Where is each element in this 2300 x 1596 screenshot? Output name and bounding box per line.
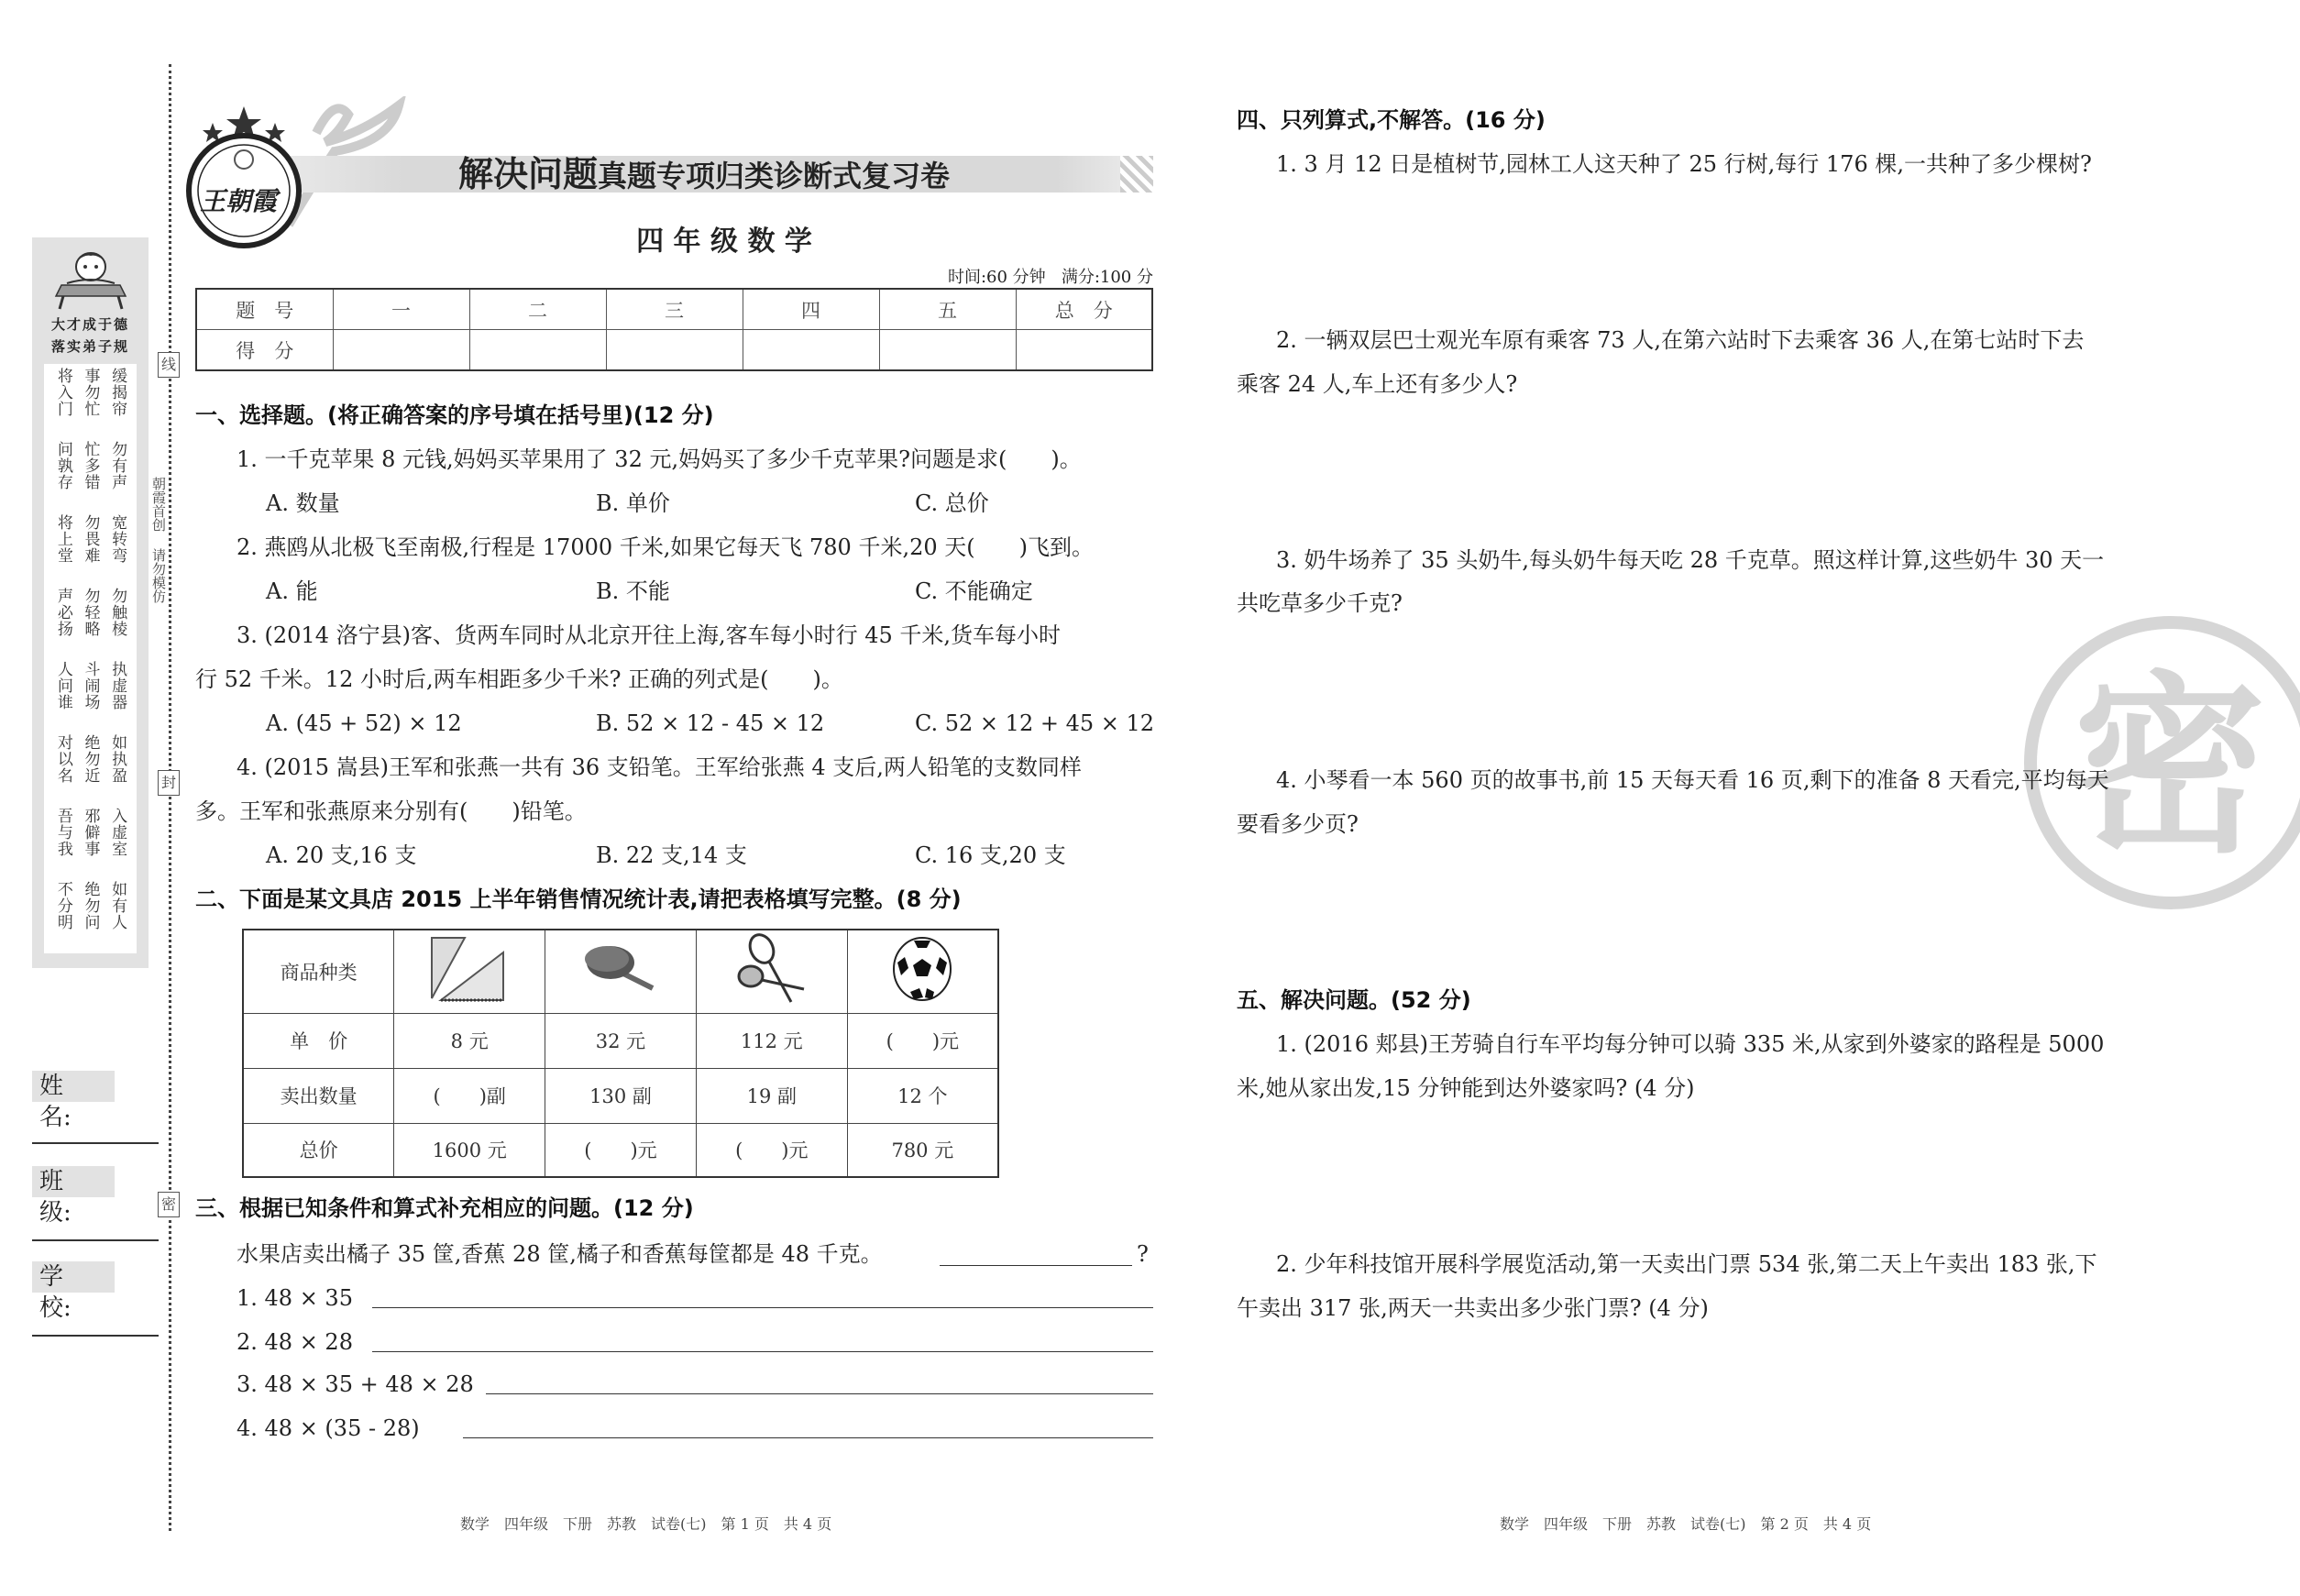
poem-column: 吾与我 bbox=[53, 808, 72, 857]
question-text: 3. 奶牛场养了 35 头奶牛,每头奶牛每天吃 28 千克草。照这样计算,这些奶牛 30 天一 bbox=[1276, 547, 2105, 573]
score-table bbox=[195, 288, 1153, 371]
premise-question-mark: ? bbox=[1137, 1241, 1149, 1267]
binding-dotted-line bbox=[169, 64, 171, 1531]
question-text: 2. 少年科技馆开展科学展览活动,第一天卖出门票 534 张,第二天上午卖出 183 张,下 bbox=[1276, 1251, 2097, 1277]
question-text: 2. 一辆双层巴士观光车原有乘客 73 人,在第六站时下去乘客 36 人,在第七站时下去 bbox=[1276, 327, 2085, 353]
total-cell[interactable]: ( )元 bbox=[696, 1123, 847, 1177]
premise-text: 水果店卖出橘子 35 筐,香蕉 28 筐,橘子和香蕉每筐都是 48 千克。 bbox=[237, 1241, 883, 1267]
footer-left: 数学 四年级 下册 苏教 试卷(七) 第 1 页 共 4 页 bbox=[460, 1515, 832, 1533]
question-text: 乘客 24 人,车上还有多少人? bbox=[1237, 371, 1518, 397]
question-text: 1. 3 月 12 日是植树节,园林工人这天种了 25 行树,每行 176 棵,一共种了多少棵树? bbox=[1276, 151, 2092, 177]
section5-heading: 五、解决问题。(52 分) bbox=[1237, 987, 1471, 1013]
total-cell: 780 元 bbox=[847, 1123, 998, 1177]
score-header-cell: 四 bbox=[743, 289, 879, 330]
dizigui-panel bbox=[32, 237, 149, 968]
soccer-ball-icon bbox=[890, 935, 954, 1003]
question-text: 行 52 千米。12 小时后,两车相距多少千米? 正确的列式是( )。 bbox=[195, 666, 843, 692]
answer-line[interactable] bbox=[372, 1351, 1153, 1352]
school-label: 学 校: bbox=[32, 1261, 115, 1293]
poem-column: 将入门 bbox=[53, 368, 72, 417]
section3-heading: 三、根据已知条件和算式补充相应的问题。(12 分) bbox=[195, 1195, 694, 1221]
poem-column: 不分明 bbox=[53, 881, 72, 930]
option-a: A. 能 bbox=[266, 578, 318, 604]
poem-column: 勿触棱 bbox=[108, 588, 127, 637]
full-score: 满分:100 分 bbox=[1061, 268, 1153, 287]
score-cell[interactable] bbox=[1016, 330, 1152, 371]
poem-column: 绝勿问 bbox=[81, 881, 100, 930]
table-row bbox=[196, 330, 1152, 371]
poem-box bbox=[44, 364, 137, 953]
table-row bbox=[243, 1013, 998, 1068]
score-row-label: 得 分 bbox=[196, 330, 333, 371]
exam-title-rest: 真题专项归类诊断式复习卷 bbox=[598, 159, 951, 193]
quantity-cell: 12 个 bbox=[847, 1068, 998, 1123]
class-label: 班 级: bbox=[32, 1166, 115, 1197]
table-row bbox=[243, 930, 998, 1013]
answer-line[interactable] bbox=[463, 1437, 1153, 1438]
motto-line: 落实弟子规 bbox=[50, 338, 129, 355]
poem-column: 问孰存 bbox=[53, 441, 72, 490]
row-label: 总价 bbox=[243, 1123, 394, 1177]
row-label: 卖出数量 bbox=[243, 1068, 394, 1123]
triangle-rulers-icon bbox=[428, 934, 511, 1004]
score-header-cell: 二 bbox=[469, 289, 606, 330]
poem-stanza bbox=[44, 734, 137, 808]
score-cell[interactable] bbox=[879, 330, 1016, 371]
question-text: 米,她从家出发,15 分钟能到达外婆家吗? (4 分) bbox=[1237, 1075, 1695, 1101]
formula-item: 1. 48 × 35 bbox=[237, 1285, 353, 1311]
product-image bbox=[847, 930, 998, 1013]
quantity-cell: 130 副 bbox=[545, 1068, 697, 1123]
time-limit: 时间:60 分钟 bbox=[947, 268, 1046, 287]
poem-stanza bbox=[44, 588, 137, 661]
option-a: A. 20 支,16 支 bbox=[266, 842, 417, 868]
poem-column: 人问谁 bbox=[53, 661, 72, 710]
exam-title-bold: 解决问题 bbox=[458, 154, 599, 194]
score-cell[interactable] bbox=[469, 330, 606, 371]
product-image bbox=[696, 930, 847, 1013]
price-cell: 8 元 bbox=[394, 1013, 545, 1068]
binding-mark-mi: 密 bbox=[158, 1192, 180, 1217]
section4-heading: 四、只列算式,不解答。(16 分) bbox=[1237, 107, 1546, 133]
copyright-notice bbox=[149, 477, 226, 603]
brand-logo bbox=[183, 103, 304, 249]
exam-subtitle: 四 年 级 数 学 bbox=[636, 226, 812, 258]
poem-stanza bbox=[44, 514, 137, 588]
poem-stanza bbox=[44, 441, 137, 514]
poem-column: 勿畏难 bbox=[81, 514, 100, 564]
premise-answer-line[interactable] bbox=[940, 1265, 1132, 1266]
motto-line: 大才成于德 bbox=[50, 316, 129, 333]
poem-stanza bbox=[44, 808, 137, 881]
section1-heading: 一、选择题。(将正确答案的序号填在括号里)(12 分) bbox=[195, 402, 714, 428]
badminton-rackets-icon bbox=[731, 932, 813, 1006]
table-row bbox=[196, 289, 1152, 330]
option-b: B. 22 支,14 支 bbox=[596, 842, 747, 868]
exam-title bbox=[458, 154, 950, 202]
score-header-cell: 总 分 bbox=[1016, 289, 1152, 330]
binding-mark-xian: 线 bbox=[158, 352, 180, 378]
price-cell[interactable]: ( )元 bbox=[847, 1013, 998, 1068]
poem-column: 宽转弯 bbox=[108, 514, 127, 564]
poem-column: 斗闹场 bbox=[81, 661, 100, 710]
product-image bbox=[545, 930, 697, 1013]
logo-emblem-icon bbox=[183, 103, 304, 249]
option-b: B. 52 × 12 - 45 × 12 bbox=[596, 710, 825, 736]
poem-column: 勿轻略 bbox=[81, 588, 100, 637]
watermark-text: 密 bbox=[2074, 653, 2267, 879]
question-text: 要看多少页? bbox=[1237, 811, 1359, 837]
notice-line: 朝霞首创 bbox=[150, 477, 167, 532]
score-cell[interactable] bbox=[606, 330, 743, 371]
poem-column: 如有人 bbox=[108, 881, 127, 930]
score-header-cell: 五 bbox=[879, 289, 1016, 330]
table-row bbox=[243, 1068, 998, 1123]
row-label: 商品种类 bbox=[243, 930, 394, 1013]
product-image bbox=[394, 930, 545, 1013]
poem-stanza bbox=[44, 661, 137, 734]
formula-item: 3. 48 × 35 + 48 × 28 bbox=[237, 1371, 474, 1397]
poem-column: 将上堂 bbox=[53, 514, 72, 564]
price-cell: 32 元 bbox=[545, 1013, 697, 1068]
question-text: 1. (2016 郏县)王芳骑自行车平均每分钟可以骑 335 米,从家到外婆家的路程是 5000 bbox=[1276, 1031, 2105, 1057]
row-label: 单 价 bbox=[243, 1013, 394, 1068]
school-field[interactable] bbox=[32, 1335, 159, 1337]
poem-column: 如执盈 bbox=[108, 734, 127, 784]
option-a: A. (45 + 52) × 12 bbox=[266, 710, 462, 736]
option-b: B. 单价 bbox=[596, 490, 670, 516]
score-cell[interactable] bbox=[333, 330, 469, 371]
question-text: 2. 燕鸥从北极飞至南极,行程是 17000 千米,如果它每天飞 780 千米,20 天( )飞到。 bbox=[237, 534, 1094, 560]
table-row bbox=[243, 1123, 998, 1177]
footer-right: 数学 四年级 下册 苏教 试卷(七) 第 2 页 共 4 页 bbox=[1500, 1515, 1872, 1533]
student-reading-icon bbox=[49, 245, 133, 311]
poem-column: 邪僻事 bbox=[81, 808, 100, 857]
title-band-pattern bbox=[1120, 156, 1153, 193]
logo-text: 王朝霞 bbox=[200, 186, 278, 216]
formula-item: 4. 48 × (35 - 28) bbox=[237, 1415, 420, 1441]
poem-column: 对以名 bbox=[53, 734, 72, 784]
option-c: C. 52 × 12 + 45 × 12 bbox=[915, 710, 1155, 736]
question-text: 4. 小琴看一本 560 页的故事书,前 15 天每天看 16 页,剩下的准备 8 天看完,平均每天 bbox=[1276, 767, 2109, 793]
quantity-cell[interactable]: ( )副 bbox=[394, 1068, 545, 1123]
poem-column: 缓揭帘 bbox=[108, 368, 127, 417]
question-text: 多。王军和张燕原来分别有( )铅笔。 bbox=[195, 798, 587, 824]
name-field[interactable] bbox=[32, 1142, 159, 1144]
poem-column: 勿有声 bbox=[108, 441, 127, 490]
ping-pong-paddles-icon bbox=[579, 937, 662, 1001]
score-cell[interactable] bbox=[743, 330, 879, 371]
option-a: A. 数量 bbox=[266, 490, 340, 516]
poem-column: 声必扬 bbox=[53, 588, 72, 637]
total-cell[interactable]: ( )元 bbox=[545, 1123, 697, 1177]
price-cell: 112 元 bbox=[696, 1013, 847, 1068]
name-label: 姓 名: bbox=[32, 1071, 115, 1102]
poem-column: 入虚室 bbox=[108, 808, 127, 857]
score-header-cell: 题 号 bbox=[196, 289, 333, 330]
exam-meta bbox=[880, 264, 1153, 288]
formula-item: 2. 48 × 28 bbox=[237, 1329, 353, 1355]
poem-stanza bbox=[44, 368, 137, 441]
option-c: C. 16 支,20 支 bbox=[915, 842, 1066, 868]
sales-table bbox=[242, 929, 999, 1178]
poem-column: 执虚器 bbox=[108, 661, 127, 710]
poem-stanza bbox=[44, 881, 137, 954]
poem-column: 事勿忙 bbox=[81, 368, 100, 417]
answer-line[interactable] bbox=[486, 1393, 1153, 1394]
option-c: C. 总价 bbox=[915, 490, 989, 516]
class-field[interactable] bbox=[32, 1239, 159, 1241]
question-text: 共吃草多少千克? bbox=[1237, 590, 1403, 616]
notice-line: 请勿模仿 bbox=[150, 548, 167, 603]
quantity-cell: 19 副 bbox=[696, 1068, 847, 1123]
total-cell: 1600 元 bbox=[394, 1123, 545, 1177]
poem-column: 绝勿近 bbox=[81, 734, 100, 784]
poem-column: 忙多错 bbox=[81, 441, 100, 490]
question-text: 1. 一千克苹果 8 元钱,妈妈买苹果用了 32 元,妈妈买了多少千克苹果?问题是求( )。 bbox=[237, 446, 1082, 472]
binding-mark-feng: 封 bbox=[158, 770, 180, 796]
question-text: 午卖出 317 张,两天一共卖出多少张门票? (4 分) bbox=[1237, 1295, 1709, 1321]
question-text: 3. (2014 洛宁县)客、货两车同时从北京开往上海,客车每小时行 45 千米,货车每小时 bbox=[237, 622, 1062, 648]
answer-line[interactable] bbox=[372, 1307, 1153, 1308]
score-header-cell: 三 bbox=[606, 289, 743, 330]
score-header-cell: 一 bbox=[333, 289, 469, 330]
option-b: B. 不能 bbox=[596, 578, 670, 604]
question-text: 4. (2015 嵩县)王军和张燕一共有 36 支铅笔。王军给张燕 4 支后,两人铅笔的支数同样 bbox=[237, 754, 1082, 780]
section2-heading: 二、下面是某文具店 2015 上半年销售情况统计表,请把表格填写完整。(8 分) bbox=[195, 886, 962, 912]
option-c: C. 不能确定 bbox=[915, 578, 1033, 604]
watermark-seal bbox=[2024, 616, 2300, 909]
